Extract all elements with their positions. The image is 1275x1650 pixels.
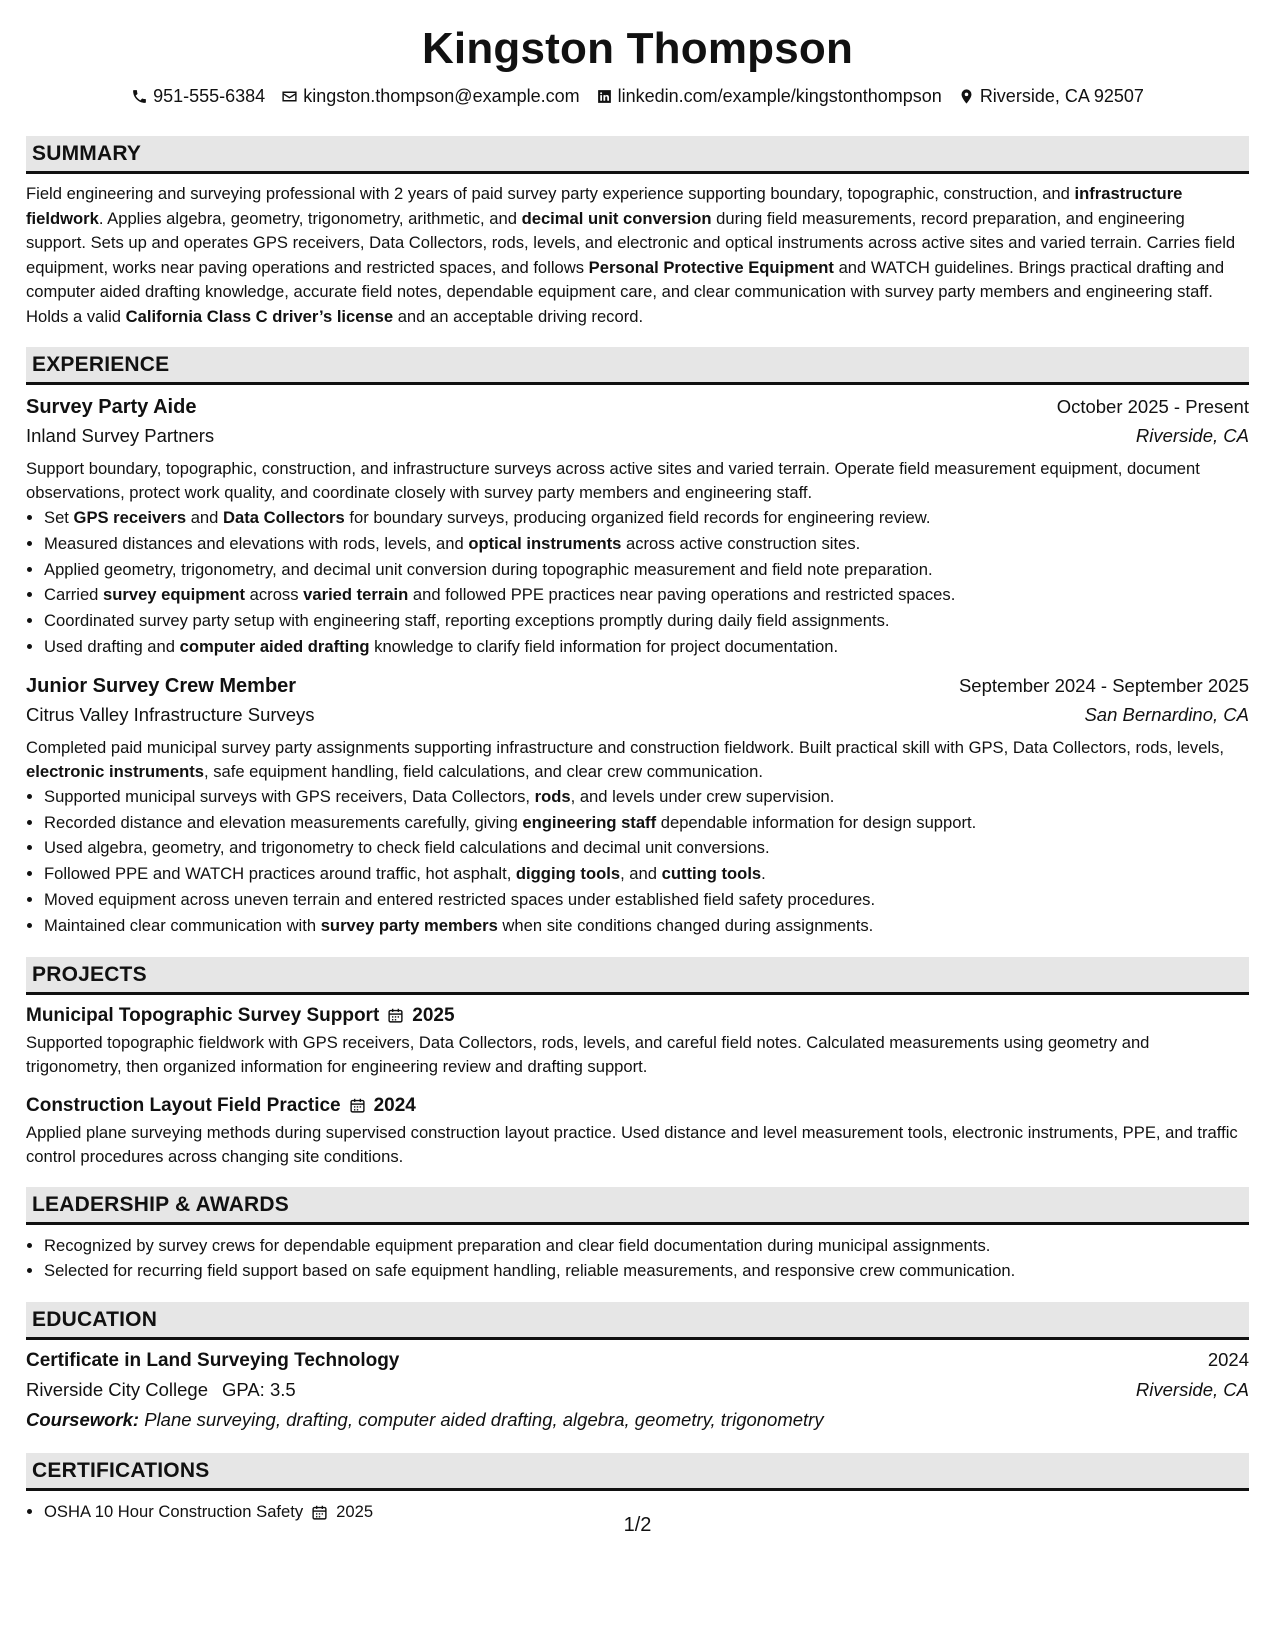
linkedin-icon [596,88,613,105]
project-entry [26,1093,1249,1169]
projects-section [26,957,1249,1169]
job-location: San Bernardino, CA [1084,703,1249,725]
job-location: Riverside, CA [1135,425,1249,446]
list-item: • Selected for recurring field support based on safe equipment handling, reliable measurements, and responsive crew communication. [44,1258,1249,1284]
job-description: Completed paid municipal survey party assignments supporting infrastructure and construction fieldwork. Built practical skill with GPS, Data Collectors, rods, levels, electronic instruments, safe equipment handling, field calculations, and clear crew communication. [26,737,1225,781]
job-organization: Inland Survey Partners [26,425,215,446]
summary-part: during field measurements, record preparation, and engineering support. Sets up and operates GPS receivers, Data Collectors, rods, levels, and electronic and optical instruments across active sites and varied terrain. Carries field equipment, works near paving operations and restricted spaces, and follows [26,208,1236,277]
job-title: Survey Party Aide [26,396,197,418]
job-entry [26,672,1249,939]
project-year: 2025 [412,1004,455,1026]
job-entry [26,393,1249,660]
linkedin-text: linkedin.com/example/kingstonthompson [617,86,942,106]
project-title: Construction Layout Field Practice [26,1094,341,1116]
calendar-icon [349,1097,366,1114]
job-description: Support boundary, topographic, construction, and infrastructure surveys across active sites and varied terrain. Operate field measurement equipment, document observations, protect work quality, and coordinate closely with survey party members and engineering staff. [26,459,1200,502]
job-organization: Citrus Valley Infrastructure Surveys [26,703,315,725]
location-text: Riverside, CA 92507 [979,86,1144,106]
job-bullets [26,784,1249,939]
experience-section [26,347,1249,939]
school-name: Riverside City College GPA: 3.5 [26,1379,296,1401]
section-heading: EXPERIENCE [26,347,1249,385]
map-pin-icon [958,88,975,105]
summary-highlight: California Class C driver’s license [125,306,394,326]
job-bullets [26,505,1249,660]
calendar-icon [387,1007,404,1024]
summary-part: and an acceptable driving record. [393,306,644,326]
contact-linkedin[interactable] [596,84,942,108]
leadership-section [26,1187,1249,1285]
page-number: 1/2 [623,1514,652,1536]
list-item: • Recognized by survey crews for dependable equipment preparation and clear field documentation during municipal assignments. [44,1233,1249,1259]
list-item: • Supported municipal surveys with GPS receivers, Data Collectors, rods, and levels under crew supervision. [44,784,1249,810]
summary-part: . Applies algebra, geometry, trigonometry, arithmetic, and [98,208,522,228]
gpa: GPA: 3.5 [221,1379,296,1401]
list-item: • Maintained clear communication with survey party members when site conditions changed during assignments. [44,913,1249,939]
summary-highlight: infrastructure fieldwork [26,184,1183,228]
phone-icon [131,88,148,105]
job-title: Junior Survey Crew Member [26,674,297,697]
degree-year: 2024 [1207,1349,1249,1371]
job-dates: September 2024 - September 2025 [958,674,1249,696]
section-heading: PROJECTS [26,957,1249,995]
degree-title: Certificate in Land Surveying Technology [26,1350,400,1372]
email-text: kingston.thompson@example.com [303,86,580,106]
summary-part: and WATCH guidelines. Brings practical drafting and computer aided drafting knowledge, accurate field notes, dependable equipment care, and clear communication with survey party members and engineering staff. Holds a valid [26,257,1225,326]
education-section [26,1302,1249,1435]
summary-section [26,136,1249,329]
phone-text: 951-555-6384 [153,86,266,106]
project-description: Applied plane surveying methods during supervised construction layout practice. Used distance and level measurement tools, electronic instruments, PPE, and traffic control procedures across changing site conditions. [26,1122,1238,1166]
project-entry [26,1003,1249,1079]
contact-email[interactable] [281,84,579,108]
list-item: • Set GPS receivers and Data Collectors for boundary surveys, producing organized field records for engineering review. [44,505,1249,531]
summary-highlight: decimal unit conversion [521,208,712,228]
section-heading: LEADERSHIP & AWARDS [26,1187,1249,1225]
project-year: 2024 [373,1094,416,1116]
list-item: • Carried survey equipment across varied terrain and followed PPE practices near paving operations and restricted spaces. [44,582,1249,608]
certification-year: 2025 [336,1502,374,1522]
project-description: Supported topographic fieldwork with GPS receivers, Data Collectors, rods, levels, and careful field notes. Calculated measurements using geometry and trigonometry, then organized information for engineering review and drafting support. [26,1032,1150,1076]
list-item: • Recorded distance and elevation measurements carefully, giving engineering staff dependable information for design support. [44,810,1249,836]
section-heading: CERTIFICATIONS [26,1453,1249,1491]
list-item: • Used algebra, geometry, and trigonometry to check field calculations and decimal unit conversions. [44,835,1249,861]
list-item: • Used drafting and computer aided drafting knowledge to clarify field information for project documentation. [44,634,1249,660]
section-heading: SUMMARY [26,136,1249,174]
project-title: Municipal Topographic Survey Support [26,1004,380,1026]
summary-part: Field engineering and surveying professional with 2 years of paid survey party experience supporting boundary, topographic, construction, and [26,184,1075,203]
summary-text [26,182,1249,329]
contact-location [958,84,1144,108]
certification-name: • OSHA 10 Hour Construction Safety [44,1502,304,1522]
job-dates: October 2025 - Present [1056,396,1249,417]
section-heading: EDUCATION [26,1302,1249,1340]
list-item: • Moved equipment across uneven terrain and entered restricted spaces under established field safety procedures. [44,887,1249,913]
list-item: • Measured distances and elevations with rods, levels, and optical instruments across active construction sites. [44,531,1249,557]
candidate-name: Kingston Thompson [421,24,854,73]
coursework: Coursework: Plane surveying, drafting, computer aided drafting, algebra, geometry, trigonometry [26,1409,824,1431]
leadership-list [26,1233,1249,1285]
summary-highlight: Personal Protective Equipment [588,257,834,277]
list-item: • Followed PPE and WATCH practices around traffic, hot asphalt, digging tools, and cutting tools. [44,861,1249,887]
envelope-icon [281,88,298,105]
contact-bar [26,84,1249,108]
list-item: • Applied geometry, trigonometry, and decimal unit conversion during topographic measurement and field note preparation. [44,557,1249,583]
list-item: • Coordinated survey party setup with engineering staff, reporting exceptions promptly during daily field assignments. [44,608,1249,634]
school-location: Riverside, CA [1135,1379,1249,1401]
contact-phone[interactable] [131,84,265,108]
